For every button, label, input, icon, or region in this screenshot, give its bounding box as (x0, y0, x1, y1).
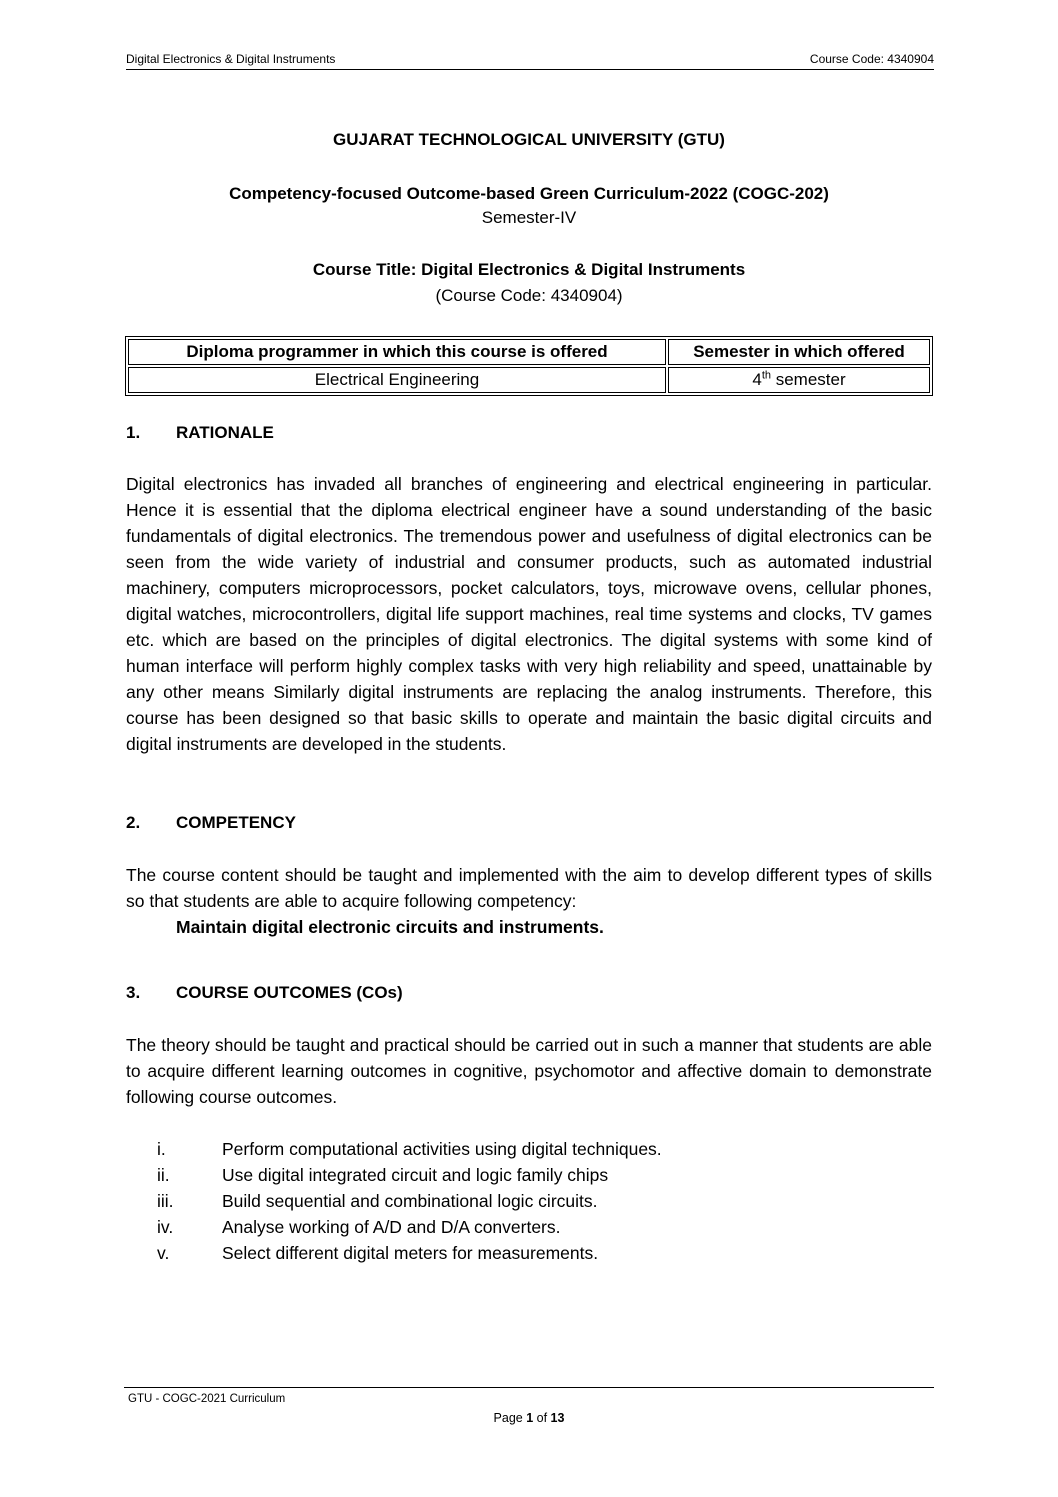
column-header-semester: Semester in which offered (668, 339, 930, 365)
table-header-row (128, 339, 930, 365)
list-item: iv. Analyse working of A/D and D/A converters. (157, 1217, 561, 1237)
section-heading-competency: 2. COMPETENCY (126, 813, 296, 832)
list-item: i. Perform computational activities using digital techniques. (157, 1139, 662, 1159)
competency-paragraph: The course content should be taught and implemented with the aim to develop different types of skills so that students are able to acquire following competency: Maintain digital electronic circuits and instruments. (126, 862, 932, 940)
offering-table (125, 336, 933, 396)
curriculum-title: Competency-focused Outcome-based Green Curriculum-2022 (COGC-202) (229, 184, 829, 203)
list-item: v. Select different digital meters for measurements. (157, 1243, 599, 1263)
cell-semester: 4th semester (668, 367, 930, 393)
table-row (128, 367, 930, 393)
course-outcomes-list (126, 1136, 662, 1266)
course-code: (Course Code: 4340904) (435, 286, 623, 305)
competency-statement: Maintain digital electronic circuits and instruments. (176, 917, 604, 937)
rationale-paragraph: Digital electronics has invaded all branches of engineering and electrical engineering in particular. Hence it is essential that the diploma electrical engineer have a sound understanding of the basic fundamentals of digital electronics. The tremendous power and usefulness of digital electronics can be seen from the wide variety of industrial and consumer products, such as automated industrial machinery, computers microprocessors, pocket calculators, toys, microwave ovens, cellular phones, digital watches, microcontrollers, digital life support machines, real time systems and clocks, TV games etc. which are based on the principles of digital electronics. The digital systems with some kind of human interface will perform highly complex tasks with very high reliability and speed, unattainable by any other means Similarly digital instruments are replacing the analog instruments. Therefore, this course has been designed so that basic skills to operate and maintain the basic digital circuits and digital instruments are developed in the students. (126, 474, 932, 754)
section-heading-rationale: 1. RATIONALE (126, 423, 274, 442)
footer-divider (124, 1387, 934, 1388)
university-title: GUJARAT TECHNOLOGICAL UNIVERSITY (GTU) (333, 130, 725, 149)
page-number: Page 1 of 13 (493, 1411, 565, 1425)
header-course-name: Digital Electronics & Digital Instruments (126, 52, 336, 66)
list-item: iii. Build sequential and combinational logic circuits. (157, 1191, 598, 1211)
course-title: Course Title: Digital Electronics & Digital Instruments (312, 260, 746, 279)
column-header-programme: Diploma programmer in which this course is offered (128, 339, 666, 365)
course-outcomes-paragraph: The theory should be taught and practical should be carried out in such a manner that students are able to acquire different learning outcomes in cognitive, psychomotor and affective domain to demonstrate following course outcomes. (126, 1035, 932, 1107)
footer-curriculum: GTU - COGC-2021 Curriculum (128, 1393, 286, 1405)
section-heading-course-outcomes: 3. COURSE OUTCOMES (COs) (126, 983, 403, 1002)
semester-label: Semester-IV (481, 208, 577, 227)
cell-programme: Electrical Engineering (128, 367, 666, 393)
running-header (126, 52, 934, 70)
list-item: ii. Use digital integrated circuit and logic family chips (157, 1165, 609, 1185)
header-course-code: Course Code: 4340904 (809, 52, 934, 66)
